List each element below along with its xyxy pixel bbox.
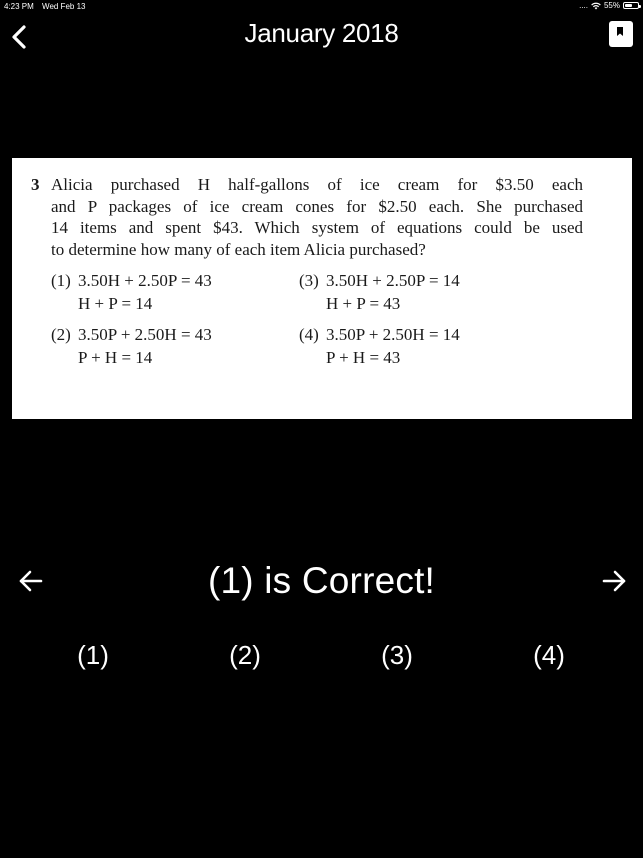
page-title: January 2018 (244, 18, 399, 48)
question-card (12, 158, 632, 419)
battery-icon (623, 2, 639, 9)
choice-equation: 3.50P + 2.50H = 14 (326, 325, 460, 344)
choice-equation: 3.50H + 2.50P = 14 (326, 271, 460, 290)
answer-button-2[interactable]: (2) (229, 640, 261, 670)
choice-label: (1) (51, 271, 71, 290)
answer-button-4[interactable]: (4) (533, 640, 565, 670)
bookmark-button[interactable] (609, 21, 633, 47)
status-date: Wed Feb 13 (42, 2, 86, 11)
answer-button-1[interactable]: (1) (77, 640, 109, 670)
battery-percent: 55% (603, 1, 620, 10)
question-line: and P packages of ice cream cones for $2.50 each. She purchased (51, 196, 583, 216)
arrow-right-icon (600, 568, 628, 594)
signal-indicator: .... (579, 1, 588, 10)
question-line: 14 items and spent $43. Which system of equations could be used (51, 218, 583, 237)
answer-button-3[interactable]: (3) (381, 640, 413, 670)
choice-equation: H + P = 43 (326, 294, 401, 313)
battery-fill (625, 4, 632, 7)
previous-question-button[interactable] (17, 568, 45, 594)
choice-equation: 3.50H + 2.50P = 43 (78, 271, 212, 290)
question-text (51, 174, 583, 260)
question-line: Alicia purchased H half-gallons of ice cream for $3.50 each (51, 175, 583, 194)
bookmark-icon (617, 27, 623, 36)
choice-label: (2) (51, 325, 71, 344)
choice-equation: H + P = 14 (78, 294, 153, 313)
wifi-icon (591, 2, 601, 10)
arrow-left-icon (17, 568, 45, 594)
choice-equation: P + H = 43 (326, 348, 401, 367)
question-number: 3 (31, 175, 40, 194)
result-message: (1) is Correct! (207, 560, 436, 601)
choice-label: (4) (299, 325, 319, 344)
status-time: 4:23 PM (4, 2, 34, 11)
nav-bar (0, 14, 643, 58)
status-left (4, 2, 85, 11)
choice-equation: 3.50P + 2.50H = 43 (78, 325, 212, 344)
choice-label: (3) (299, 271, 319, 290)
status-right (579, 1, 639, 10)
next-question-button[interactable] (600, 568, 628, 594)
choice-equation: P + H = 14 (78, 348, 153, 367)
status-bar (0, 0, 643, 14)
question-line: to determine how many of each item Alicia purchased? (51, 239, 426, 259)
